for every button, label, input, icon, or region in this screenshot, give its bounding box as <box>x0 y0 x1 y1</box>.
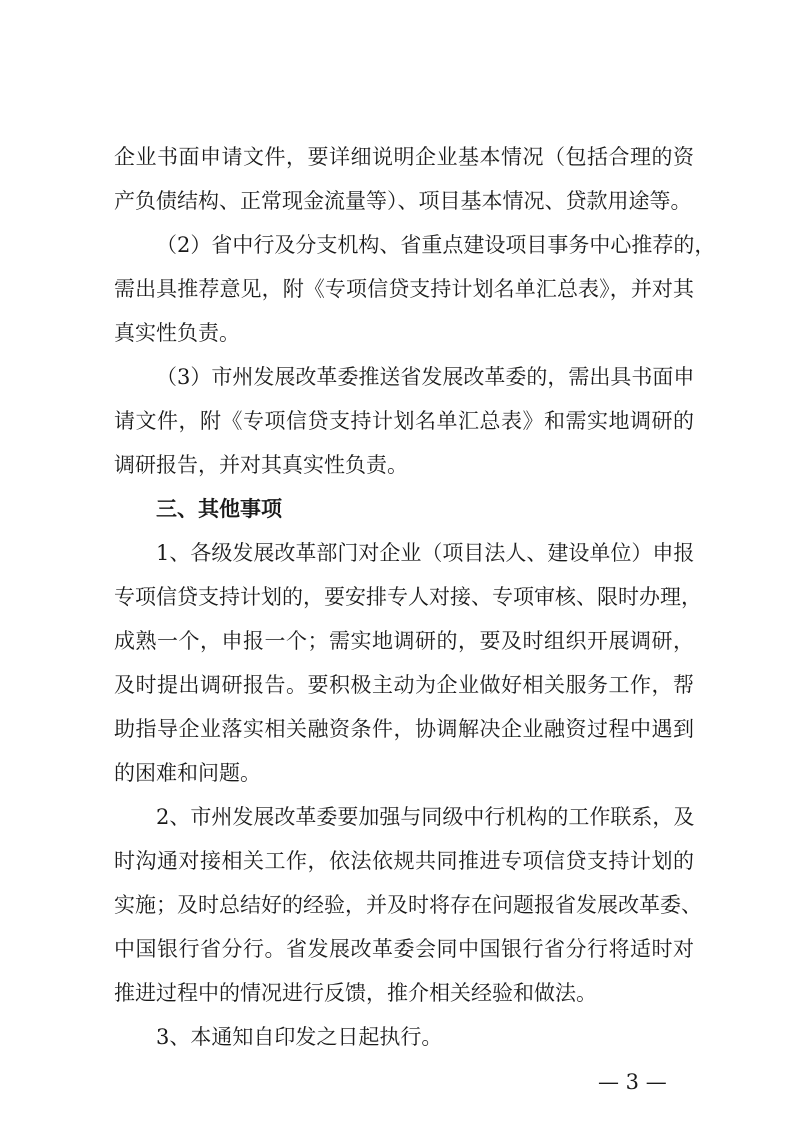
paragraph-line: 成熟一个，申报一个；需实地调研的，要及时组织开展调研， <box>114 629 694 653</box>
paragraph-line: 实施；及时总结好的经验，并及时将存在问题报省发展改革委、 <box>114 893 702 917</box>
paragraph-line: 时沟通对接相关工作，依法依规共同推进专项信贷支持计划的 <box>114 849 694 873</box>
paragraph-line: （2）省中行及分支机构、省重点建设项目事务中心推荐的， <box>156 233 716 257</box>
paragraph-line: 的困难和问题。 <box>114 761 261 785</box>
section-heading: 三、其他事项 <box>156 497 282 521</box>
paragraph-line: 3、本通知自印发之日起执行。 <box>156 1025 443 1049</box>
paragraph-line: 及时提出调研报告。要积极主动为企业做好相关服务工作，帮 <box>114 673 694 697</box>
paragraph-line: 推进过程中的情况进行反馈，推介相关经验和做法。 <box>114 981 597 1005</box>
paragraph-line: 中国银行省分行。省发展改革委会同中国银行省分行将适时对 <box>114 937 694 961</box>
paragraph-line: （3）市州发展改革委推送省发展改革委的，需出具书面申 <box>156 365 695 389</box>
page-number: — 3 — <box>598 1070 667 1094</box>
paragraph-line: 专项信贷支持计划的，要安排专人对接、专项审核、限时办理， <box>114 585 702 609</box>
paragraph-line: 请文件，附《专项信贷支持计划名单汇总表》和需实地调研的 <box>114 409 694 433</box>
paragraph-line: 2、市州发展改革委要加强与同级中行机构的工作联系，及 <box>156 805 695 829</box>
paragraph-line: 企业书面申请文件，要详细说明企业基本情况（包括合理的资 <box>114 145 694 169</box>
paragraph-line: 产负债结构、正常现金流量等）、项目基本情况、贷款用途等。 <box>114 189 692 213</box>
paragraph-line: 调研报告，并对其真实性负责。 <box>114 453 408 477</box>
paragraph-line: 助指导企业落实相关融资条件，协调解决企业融资过程中遇到 <box>114 717 694 741</box>
paragraph-line: 1、各级发展改革部门对企业（项目法人、建设单位）申报 <box>156 541 695 565</box>
paragraph-line: 需出具推荐意见，附《专项信贷支持计划名单汇总表》，并对其 <box>114 277 694 301</box>
paragraph-line: 真实性负责。 <box>114 321 240 345</box>
